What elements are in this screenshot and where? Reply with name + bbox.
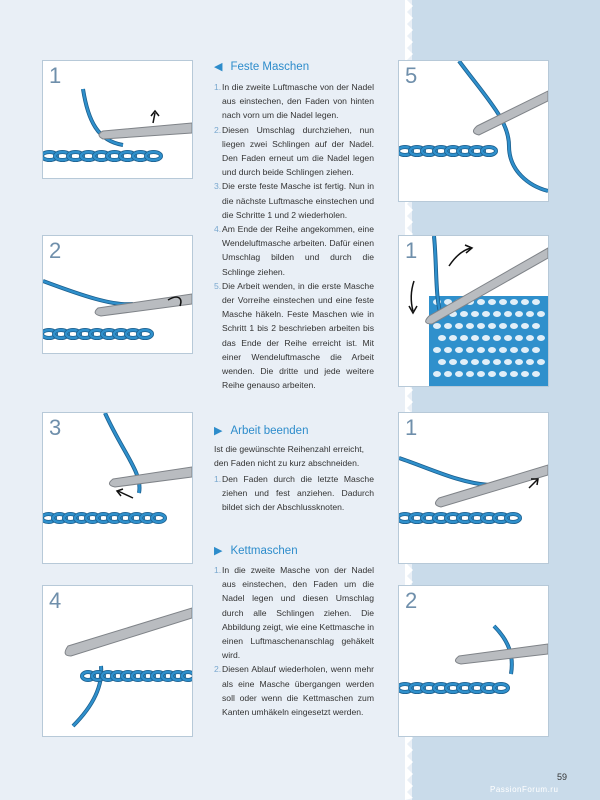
step-number: 1 bbox=[405, 415, 418, 440]
crochet-illustration bbox=[399, 61, 548, 201]
step-index: 1. bbox=[214, 474, 222, 484]
diagram-panel-left-3 bbox=[42, 412, 193, 564]
step-index: 1. bbox=[214, 565, 222, 575]
diagram-panel-left-4 bbox=[42, 585, 193, 737]
step-item bbox=[214, 472, 374, 515]
beenden-intro: Ist die gewünschte Reihenzahl erreicht, den Faden nicht zu kurz abschneiden. bbox=[214, 444, 364, 469]
step-index: 4. bbox=[214, 224, 222, 235]
step-item bbox=[214, 662, 374, 719]
triangle-right-icon: ▶ bbox=[214, 425, 223, 437]
diagram-panel-left-1 bbox=[42, 60, 193, 179]
step-item bbox=[214, 222, 374, 279]
step-text: Den Faden durch die letzte Masche ziehen und fest anziehen. Dadurch bildet sich der Abschlussknoten. bbox=[222, 474, 374, 513]
step-number: 2 bbox=[49, 238, 62, 263]
step-text: In die zweite Masche von der Nadel aus einstechen, den Faden um die Nadel legen und diesen Umschlag durch alle Schlingen ziehen. Die Abbildung zeigt, wie eine Kettmasche in einen Luftmaschenanschlag gehäkelt wird. bbox=[222, 565, 374, 661]
triangle-left-icon: ◀ bbox=[214, 61, 223, 73]
step-item bbox=[214, 123, 374, 180]
step-number: 5 bbox=[405, 63, 418, 88]
section-title-arbeit-beenden bbox=[214, 424, 308, 437]
section-title-feste-maschen bbox=[214, 60, 309, 73]
step-item bbox=[214, 80, 374, 123]
step-item bbox=[214, 563, 374, 662]
diagram-panel-right-5 bbox=[398, 60, 549, 202]
step-number: 1 bbox=[405, 238, 418, 263]
watermark: PassionForum.ru bbox=[490, 785, 559, 794]
page-number: 59 bbox=[557, 772, 568, 782]
section-title-text: Feste Maschen bbox=[230, 61, 310, 73]
diagram-panel-right-1-finish bbox=[398, 412, 549, 564]
crochet-illustration bbox=[399, 236, 548, 386]
crochet-illustration bbox=[43, 236, 192, 353]
step-text: In die zweite Luftmasche von der Nadel aus einstechen, den Faden von hinten nach vorn um die Nadel legen. bbox=[222, 82, 374, 121]
feste-maschen-steps bbox=[214, 80, 374, 392]
step-item bbox=[214, 179, 374, 222]
step-text: Diesen Ablauf wiederholen, wenn mehr als eine Masche übergangen werden soll oder wenn die Kettmaschen zum Kanten umhäkeln eingesetzt werden. bbox=[222, 664, 374, 718]
triangle-right-icon: ▶ bbox=[214, 545, 223, 557]
crochet-illustration bbox=[43, 413, 192, 563]
step-index: 5. bbox=[214, 280, 222, 291]
crochet-illustration bbox=[399, 413, 548, 563]
diagram-panel-left-2 bbox=[42, 235, 193, 354]
beenden-steps bbox=[214, 472, 374, 515]
step-text: Die erste feste Masche ist fertig. Nun in die nächste Luftmasche einstechen und die Schritte 1 und 2 wiederholen. bbox=[222, 181, 374, 220]
step-text: Die Arbeit wenden, in die erste Masche der Vorreihe einstechen und eine feste Masche häkeln. Feste Maschen wie in Schritt 1 bis 2 beschrieben arbeiten bis das Ende der Reihe erreicht ist. Mit einer Wendeluftmasche die Arbeit wenden. Die dritte und jede weitere Reihe genauso arbeiten. bbox=[222, 280, 374, 391]
step-number: 3 bbox=[49, 415, 62, 440]
crochet-illustration bbox=[43, 61, 192, 178]
step-number: 1 bbox=[49, 63, 62, 88]
step-index: 2. bbox=[214, 124, 222, 135]
crochet-illustration bbox=[399, 586, 548, 736]
step-text: Diesen Umschlag durchziehen, nun liegen zwei Schlingen auf der Nadel. Den Faden erneut um die Nadel legen und durch beide Schlingen ziehen. bbox=[222, 124, 374, 178]
step-index: 1. bbox=[214, 82, 222, 92]
step-index: 3. bbox=[214, 181, 222, 192]
kettmaschen-steps bbox=[214, 563, 374, 719]
diagram-panel-right-2 bbox=[398, 585, 549, 737]
section-title-text: Arbeit beenden bbox=[230, 425, 309, 437]
step-text: Am Ende der Reihe angekommen, eine Wendeluftmasche arbeiten. Dafür einen Umschlag bilden und durch die Schlinge ziehen. bbox=[222, 224, 374, 277]
section-title-kettmaschen bbox=[214, 544, 298, 557]
crochet-illustration bbox=[43, 586, 192, 736]
step-index: 2. bbox=[214, 664, 222, 675]
step-number: 4 bbox=[49, 588, 62, 613]
section-title-text: Kettmaschen bbox=[230, 545, 298, 557]
step-number: 2 bbox=[405, 588, 418, 613]
diagram-panel-right-1-turn bbox=[398, 235, 549, 387]
step-item bbox=[214, 279, 374, 393]
